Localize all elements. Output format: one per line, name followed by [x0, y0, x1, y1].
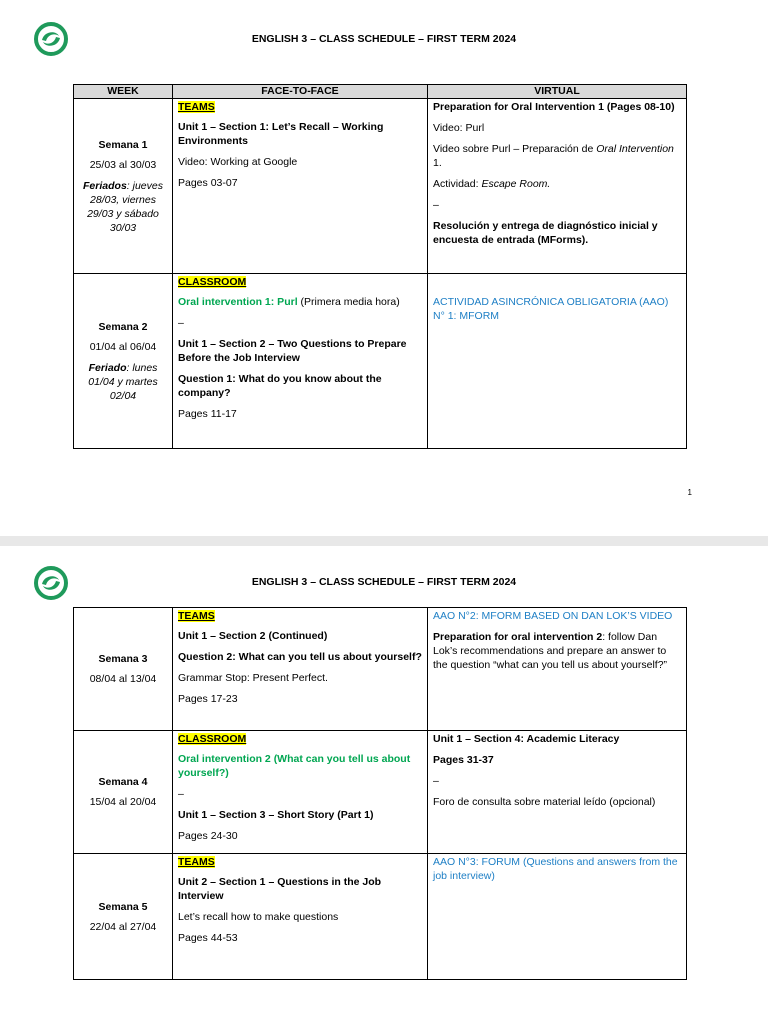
modality-tag: TEAMS	[178, 856, 215, 868]
face-to-face-cell	[173, 608, 428, 731]
week-dates: 15/04 al 20/04	[89, 796, 157, 808]
video-label: Video: Working at Google	[178, 156, 298, 168]
header-virtual: VIRTUAL	[428, 85, 687, 99]
week-name: Semana 5	[98, 900, 148, 913]
document-title: ENGLISH 3 – CLASS SCHEDULE – FIRST TERM 2024	[251, 33, 517, 45]
aao-activity: AAO N°2: MFORM BASED ON DAN LOK’S VIDEO	[433, 610, 673, 622]
page-2	[0, 546, 768, 1024]
virtual-cell	[428, 854, 687, 980]
separator-dash: –	[178, 317, 184, 329]
preparation-title: Preparation for Oral Intervention 1 (Pages 08-10)	[433, 101, 675, 113]
modality-tag: TEAMS	[178, 610, 215, 622]
virtual-cell	[428, 608, 687, 731]
week-name: Semana 3	[98, 653, 148, 665]
virtual-cell	[428, 274, 687, 449]
header-face-to-face: FACE-TO-FACE	[173, 85, 428, 99]
unit-title: Unit 1 – Section 2 – Two Questions to Prepare Before the Job Interview	[178, 338, 407, 364]
face-to-face-cell	[173, 274, 428, 449]
grammar-label: Grammar Stop: Present Perfect.	[178, 672, 328, 684]
oral-intervention: Oral intervention 1: Purl (Primera media hora)	[178, 296, 400, 308]
question-title: Question 2: What can you tell us about yourself?	[178, 651, 422, 663]
pages-label: Pages 31-37	[433, 754, 494, 766]
week-name: Semana 4	[98, 776, 148, 788]
question-title: Question 1: What do you know about the company?	[178, 373, 382, 399]
recall-label: Let’s recall how to make questions	[178, 911, 339, 923]
table-header-row	[74, 85, 687, 99]
modality-tag: TEAMS	[178, 101, 215, 113]
aao-activity: AAO N°3: FORUM (Questions and answers from the job interview)	[433, 856, 678, 882]
video-label: Video: Purl	[433, 122, 485, 134]
week-dates: 22/04 al 27/04	[89, 920, 157, 933]
unit-title: Unit 1 – Section 4: Academic Literacy	[433, 733, 620, 745]
face-to-face-cell	[173, 99, 428, 274]
separator-dash: –	[433, 199, 439, 211]
header-week: WEEK	[74, 85, 173, 99]
week-cell	[74, 99, 173, 274]
unit-title: Unit 1 – Section 1: Let’s Recall – Working Environments	[178, 121, 384, 147]
virtual-cell	[428, 731, 687, 854]
forum-label: Foro de consulta sobre material leído (opcional)	[433, 796, 656, 808]
modality-tag: CLASSROOM	[178, 276, 247, 288]
week-cell	[74, 731, 173, 854]
unit-title: Unit 1 – Section 3 – Short Story (Part 1)	[178, 809, 374, 821]
week-dates: 08/04 al 13/04	[89, 673, 157, 685]
modality-tag: CLASSROOM	[178, 733, 247, 745]
week-dates: 25/03 al 30/03	[89, 158, 157, 171]
pages-label: Pages 03-07	[178, 177, 238, 189]
pages-label: Pages 44-53	[178, 932, 238, 944]
week-cell	[74, 608, 173, 731]
schedule-table	[73, 84, 687, 449]
separator-dash: –	[433, 775, 439, 787]
table-row	[74, 608, 687, 731]
unit-title: Unit 2 – Section 1 – Questions in the Job Interview	[178, 876, 382, 902]
activity-label: Actividad: Escape Room.	[433, 178, 551, 190]
diagnostic-task: Resolución y entrega de diagnóstico inicial y encuesta de entrada (MForms).	[433, 220, 658, 246]
week-dates: 01/04 al 06/04	[89, 340, 157, 353]
table-row	[74, 99, 687, 274]
week-name: Semana 1	[98, 138, 148, 151]
week-cell	[74, 854, 173, 980]
video-description: Video sobre Purl – Preparación de Oral Intervention 1.	[433, 143, 674, 169]
separator-dash: –	[178, 788, 184, 800]
table-row	[74, 731, 687, 854]
pages-label: Pages 17-23	[178, 693, 238, 705]
holiday-note: Feriado: lunes 01/04 y martes 02/04	[88, 361, 158, 402]
document-title: ENGLISH 3 – CLASS SCHEDULE – FIRST TERM 2024	[251, 576, 517, 588]
pages-label: Pages 24-30	[178, 830, 238, 842]
holiday-note: Feriados: jueves 28/03, viernes 29/03 y sábado 30/03	[83, 179, 163, 234]
table-row	[74, 854, 687, 980]
page-number: 1	[687, 488, 692, 497]
face-to-face-cell	[173, 854, 428, 980]
schedule-table	[73, 607, 687, 980]
week-cell	[74, 274, 173, 449]
preparation-task: Preparation for oral intervention 2: follow Dan Lok’s recommendations and prepare an answer to the question “what can you tell us about yourself?”	[433, 631, 668, 671]
week-name: Semana 2	[98, 320, 148, 333]
face-to-face-cell	[173, 731, 428, 854]
virtual-cell	[428, 99, 687, 274]
unit-title: Unit 1 – Section 2 (Continued)	[178, 630, 328, 642]
aao-activity: ACTIVIDAD ASINCRÓNICA OBLIGATORIA (AAO) N° 1: MFORM	[433, 296, 669, 322]
pages-label: Pages 11-17	[178, 408, 237, 420]
oral-intervention: Oral intervention 2 (What can you tell us about yourself?)	[178, 753, 411, 779]
table-row	[74, 274, 687, 449]
